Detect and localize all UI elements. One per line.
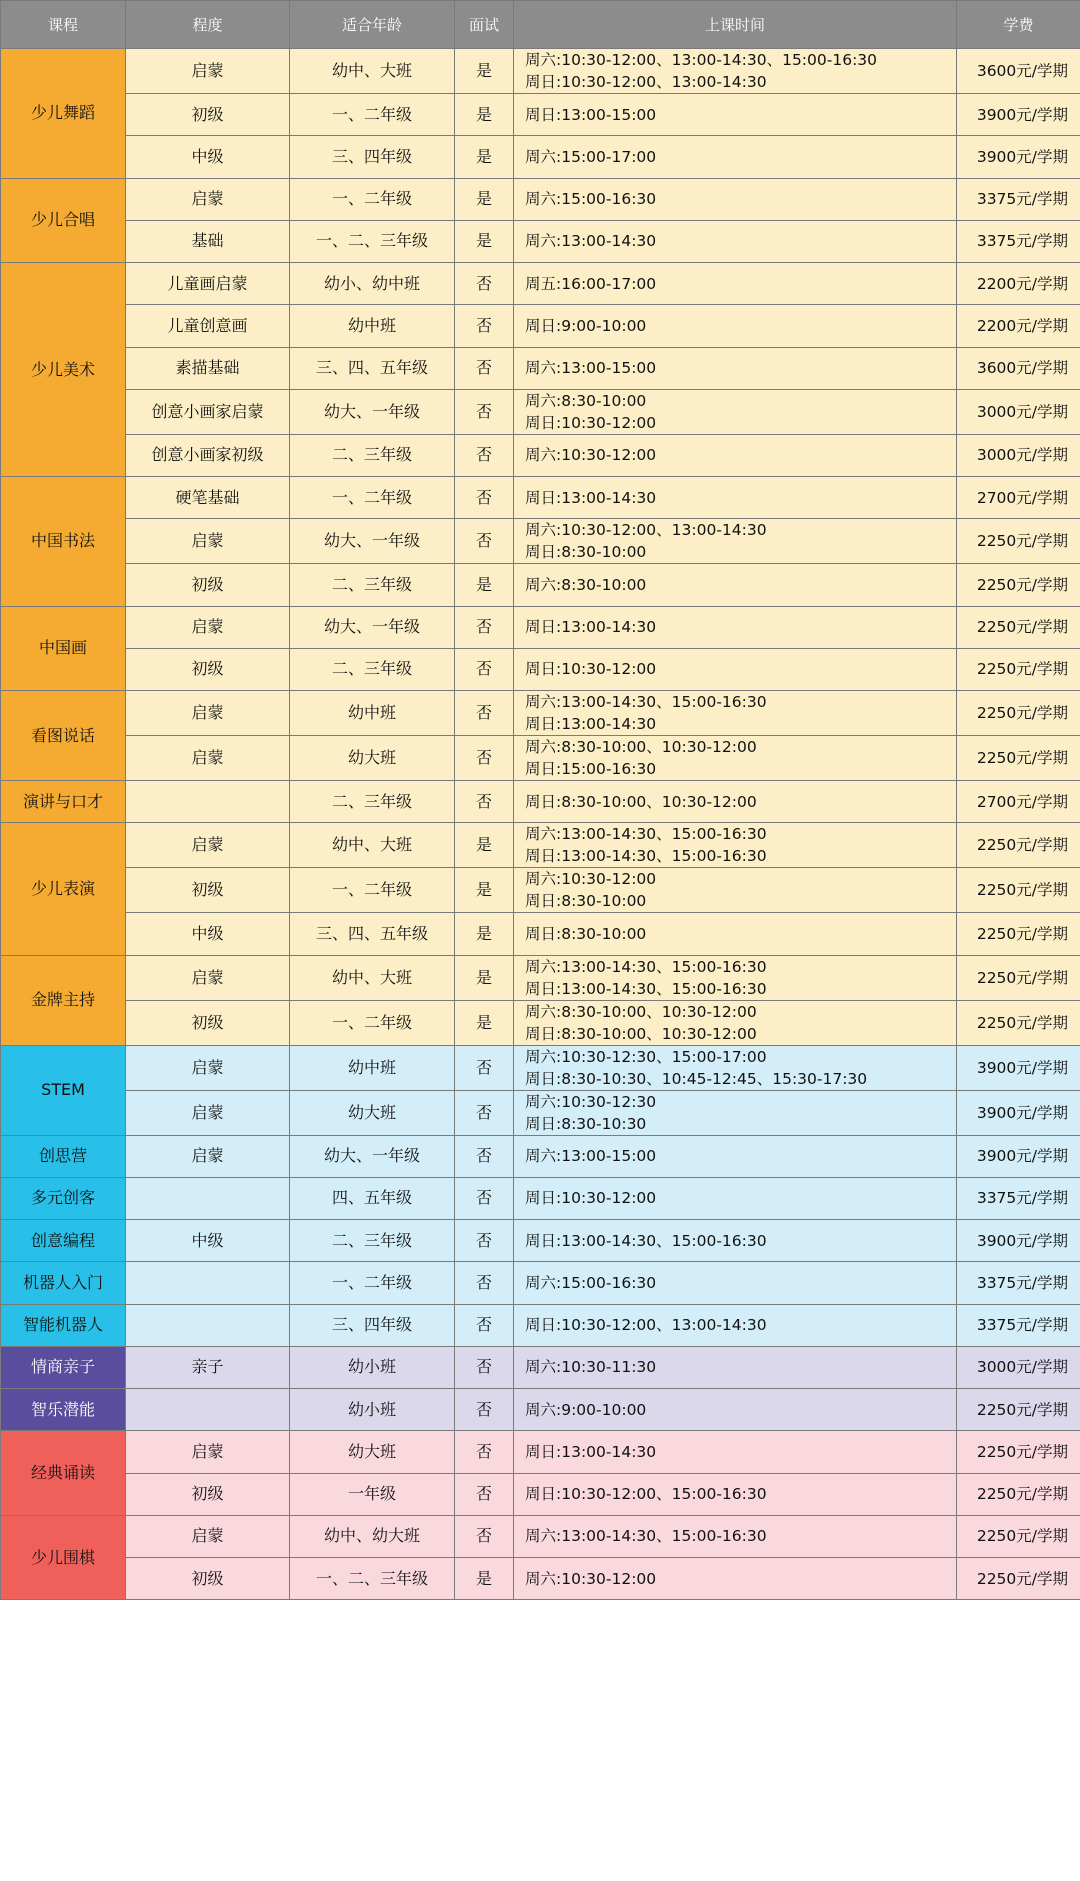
age-cell: 幼中、大班 [290,955,455,1000]
course-name-cell: 金牌主持 [1,955,126,1045]
course-name-cell: 演讲与口才 [1,781,126,823]
interview-cell: 是 [455,178,514,220]
time-line: 周六:8:30-10:00 [525,575,647,594]
table-row [1,1304,1080,1346]
fee-cell: 2250元/学期 [957,823,1080,868]
time-line: 周六:15:00-16:30 [525,190,657,209]
fee-cell: 3000元/学期 [957,389,1080,434]
time-line: 周日:15:00-16:30 [525,760,657,778]
time-cell [514,94,957,136]
header-row [1,1,1080,49]
table-row [1,434,1080,476]
interview-cell: 否 [455,1304,514,1346]
course-name-cell: 少儿舞蹈 [1,49,126,179]
course-name-cell: 创意编程 [1,1220,126,1262]
age-cell: 三、四、五年级 [290,913,455,955]
time-cell [514,648,957,690]
interview-cell: 否 [455,477,514,519]
table-row [1,1346,1080,1388]
time-cell [514,49,957,94]
table-row [1,477,1080,519]
time-line: 周日:8:30-10:30、10:45-12:45、15:30-17:30 [525,1069,868,1088]
time-line: 周日:10:30-12:00、13:00-14:30 [525,73,767,91]
interview-cell: 否 [455,606,514,648]
interview-cell: 否 [455,1045,514,1090]
level-cell: 初级 [126,648,290,690]
interview-cell: 否 [455,1346,514,1388]
age-cell: 幼大班 [290,736,455,781]
table-row [1,94,1080,136]
fee-cell: 2250元/学期 [957,1389,1080,1431]
time-line: 周日:13:00-14:30 [525,1442,657,1461]
fee-cell: 2250元/学期 [957,1000,1080,1045]
table-row [1,1473,1080,1515]
fee-cell: 3900元/学期 [957,1135,1080,1177]
course-name-cell: 少儿合唱 [1,178,126,263]
table-body [1,49,1080,1600]
fee-cell: 2250元/学期 [957,1473,1080,1515]
level-cell: 启蒙 [126,1090,290,1135]
age-cell: 三、四年级 [290,1304,455,1346]
age-cell: 四、五年级 [290,1177,455,1219]
level-cell: 初级 [126,1558,290,1600]
time-line: 周六:10:30-12:00 [525,870,657,889]
age-cell: 幼大、一年级 [290,1135,455,1177]
level-cell: 启蒙 [126,691,290,736]
interview-cell: 否 [455,781,514,823]
interview-cell: 否 [455,519,514,564]
header-level: 程度 [126,1,290,49]
time-cell [514,691,957,736]
table-row [1,564,1080,606]
fee-cell: 3375元/学期 [957,1304,1080,1346]
time-line: 周日:8:30-10:00 [525,892,647,911]
interview-cell: 是 [455,94,514,136]
fee-cell: 3900元/学期 [957,1220,1080,1262]
fee-cell: 3600元/学期 [957,347,1080,389]
time-line: 周六:8:30-10:00、10:30-12:00 [525,738,757,756]
fee-cell: 3375元/学期 [957,178,1080,220]
age-cell: 一、二年级 [290,868,455,913]
time-line: 周日:8:30-10:00 [525,924,647,943]
level-cell: 初级 [126,94,290,136]
fee-cell: 2200元/学期 [957,263,1080,305]
age-cell: 幼小班 [290,1389,455,1431]
age-cell: 幼大、一年级 [290,606,455,648]
time-line: 周六:8:30-10:00、10:30-12:00 [525,1002,757,1021]
age-cell: 一、二、三年级 [290,220,455,262]
course-name-cell: 机器人入门 [1,1262,126,1304]
course-name-cell: 智乐潜能 [1,1389,126,1431]
level-cell [126,1304,290,1346]
table-row [1,1515,1080,1557]
age-cell: 三、四年级 [290,136,455,178]
table-row [1,736,1080,781]
time-cell [514,220,957,262]
time-line: 周日:10:30-12:00 [525,413,657,432]
level-cell: 中级 [126,136,290,178]
table-row [1,1262,1080,1304]
fee-cell: 3600元/学期 [957,49,1080,94]
table-row [1,1135,1080,1177]
time-cell [514,519,957,564]
table-row [1,305,1080,347]
level-cell: 创意小画家启蒙 [126,389,290,434]
age-cell: 一、二年级 [290,1000,455,1045]
table-row [1,220,1080,262]
time-cell [514,781,957,823]
level-cell: 启蒙 [126,955,290,1000]
age-cell: 幼中班 [290,305,455,347]
level-cell [126,781,290,823]
age-cell: 幼大、一年级 [290,389,455,434]
time-line: 周日:13:00-14:30 [525,715,657,733]
interview-cell: 是 [455,955,514,1000]
level-cell: 初级 [126,1473,290,1515]
interview-cell: 否 [455,305,514,347]
time-line: 周六:13:00-14:30、15:00-16:30 [525,957,767,976]
interview-cell: 是 [455,868,514,913]
time-cell [514,136,957,178]
level-cell: 启蒙 [126,736,290,781]
age-cell: 一、二年级 [290,94,455,136]
table-row [1,49,1080,94]
fee-cell: 2700元/学期 [957,477,1080,519]
time-cell [514,1389,957,1431]
table-row [1,389,1080,434]
age-cell: 幼大、一年级 [290,519,455,564]
time-cell [514,1346,957,1388]
time-cell [514,564,957,606]
time-line: 周日:13:00-14:30、15:00-16:30 [525,979,767,998]
level-cell [126,1177,290,1219]
level-cell: 素描基础 [126,347,290,389]
time-line: 周六:10:30-12:00 [525,1569,657,1588]
level-cell: 启蒙 [126,1045,290,1090]
time-line: 周六:10:30-12:30 [525,1092,657,1111]
time-cell [514,1135,957,1177]
age-cell: 幼中班 [290,691,455,736]
time-line: 周日:13:00-15:00 [525,105,657,124]
age-cell: 二、三年级 [290,434,455,476]
interview-cell: 否 [455,691,514,736]
level-cell: 初级 [126,868,290,913]
table-row [1,648,1080,690]
fee-cell: 3375元/学期 [957,1177,1080,1219]
level-cell: 启蒙 [126,823,290,868]
course-name-cell: 少儿围棋 [1,1515,126,1600]
fee-cell: 3900元/学期 [957,94,1080,136]
time-line: 周六:10:30-12:00 [525,446,657,465]
course-name-cell: 中国画 [1,606,126,691]
level-cell: 启蒙 [126,519,290,564]
time-line: 周六:15:00-16:30 [525,1273,657,1292]
course-name-cell: 多元创客 [1,1177,126,1219]
time-line: 周六:10:30-12:00、13:00-14:30 [525,521,767,540]
interview-cell: 否 [455,1515,514,1557]
time-cell [514,389,957,434]
time-line: 周五:16:00-17:00 [525,274,657,293]
time-cell [514,1473,957,1515]
age-cell: 二、三年级 [290,564,455,606]
header-age: 适合年龄 [290,1,455,49]
course-name-cell: 少儿表演 [1,823,126,955]
table-row [1,1431,1080,1473]
time-cell [514,1000,957,1045]
interview-cell: 是 [455,913,514,955]
course-name-cell: 智能机器人 [1,1304,126,1346]
interview-cell: 否 [455,1389,514,1431]
level-cell: 创意小画家初级 [126,434,290,476]
time-cell [514,823,957,868]
table-row [1,178,1080,220]
time-cell [514,1090,957,1135]
fee-cell: 3900元/学期 [957,1045,1080,1090]
time-line: 周日:13:00-14:30、15:00-16:30 [525,1231,767,1250]
interview-cell: 是 [455,49,514,94]
time-cell [514,1431,957,1473]
course-name-cell: 看图说话 [1,691,126,781]
level-cell [126,1262,290,1304]
level-cell: 初级 [126,1000,290,1045]
table-row [1,1177,1080,1219]
level-cell: 基础 [126,220,290,262]
time-line: 周六:13:00-14:30、15:00-16:30 [525,1527,767,1546]
time-cell [514,477,957,519]
fee-cell: 2250元/学期 [957,868,1080,913]
level-cell: 亲子 [126,1346,290,1388]
interview-cell: 否 [455,736,514,781]
interview-cell: 否 [455,263,514,305]
fee-cell: 2250元/学期 [957,648,1080,690]
interview-cell: 否 [455,1262,514,1304]
fee-cell: 3900元/学期 [957,136,1080,178]
fee-cell: 2200元/学期 [957,305,1080,347]
table-row [1,263,1080,305]
fee-cell: 2250元/学期 [957,913,1080,955]
time-cell [514,263,957,305]
time-line: 周六:10:30-12:00、13:00-14:30、15:00-16:30 [525,51,878,69]
time-line: 周日:13:00-14:30、15:00-16:30 [525,847,767,866]
time-cell [514,955,957,1000]
age-cell: 三、四、五年级 [290,347,455,389]
age-cell: 幼大班 [290,1090,455,1135]
level-cell: 启蒙 [126,1515,290,1557]
age-cell: 幼小班 [290,1346,455,1388]
time-cell [514,1304,957,1346]
time-line: 周日:8:30-10:30 [525,1114,647,1133]
fee-cell: 3000元/学期 [957,1346,1080,1388]
age-cell: 一、二年级 [290,178,455,220]
fee-cell: 3900元/学期 [957,1090,1080,1135]
table-row [1,1045,1080,1090]
level-cell: 启蒙 [126,1135,290,1177]
level-cell: 初级 [126,564,290,606]
time-line: 周六:13:00-15:00 [525,359,657,378]
fee-cell: 3375元/学期 [957,220,1080,262]
interview-cell: 是 [455,136,514,178]
interview-cell: 否 [455,1473,514,1515]
interview-cell: 是 [455,1558,514,1600]
age-cell: 一、二年级 [290,477,455,519]
header-fee: 学费 [957,1,1080,49]
time-line: 周六:13:00-14:30、15:00-16:30 [525,693,767,711]
time-line: 周日:8:30-10:00、10:30-12:00 [525,792,757,811]
interview-cell: 否 [455,1431,514,1473]
time-cell [514,736,957,781]
age-cell: 二、三年级 [290,781,455,823]
table-row [1,136,1080,178]
time-line: 周六:9:00-10:00 [525,1400,647,1419]
course-name-cell: 情商亲子 [1,1346,126,1388]
interview-cell: 否 [455,347,514,389]
fee-cell: 3000元/学期 [957,434,1080,476]
table-row [1,1389,1080,1431]
age-cell: 幼大班 [290,1431,455,1473]
level-cell: 启蒙 [126,1431,290,1473]
time-cell [514,178,957,220]
age-cell: 一年级 [290,1473,455,1515]
fee-cell: 2250元/学期 [957,955,1080,1000]
time-line: 周六:13:00-15:00 [525,1147,657,1166]
table-row [1,823,1080,868]
header-course: 课程 [1,1,126,49]
age-cell: 幼中班 [290,1045,455,1090]
table-row [1,1220,1080,1262]
level-cell: 启蒙 [126,49,290,94]
interview-cell: 否 [455,1135,514,1177]
fee-cell: 2250元/学期 [957,1431,1080,1473]
time-cell [514,1045,957,1090]
time-cell [514,868,957,913]
time-line: 周日:9:00-10:00 [525,316,647,335]
table-row [1,1000,1080,1045]
fee-cell: 2250元/学期 [957,519,1080,564]
age-cell: 幼中、幼大班 [290,1515,455,1557]
fee-cell: 2250元/学期 [957,606,1080,648]
table-row [1,955,1080,1000]
interview-cell: 是 [455,564,514,606]
time-line: 周日:8:30-10:00 [525,543,647,562]
level-cell: 启蒙 [126,178,290,220]
table-row [1,868,1080,913]
table-row [1,606,1080,648]
table-row [1,781,1080,823]
time-line: 周六:13:00-14:30、15:00-16:30 [525,825,767,844]
age-cell: 一、二年级 [290,1262,455,1304]
time-cell [514,606,957,648]
course-name-cell: 创思营 [1,1135,126,1177]
age-cell: 幼中、大班 [290,823,455,868]
level-cell [126,1389,290,1431]
time-line: 周日:10:30-12:00 [525,1189,657,1208]
interview-cell: 否 [455,648,514,690]
time-line: 周六:10:30-12:30、15:00-17:00 [525,1047,767,1066]
course-name-cell: STEM [1,1045,126,1135]
time-line: 周日:10:30-12:00、15:00-16:30 [525,1485,767,1504]
course-name-cell: 少儿美术 [1,263,126,477]
time-cell [514,1515,957,1557]
level-cell: 儿童创意画 [126,305,290,347]
time-line: 周日:13:00-14:30 [525,488,657,507]
age-cell: 幼中、大班 [290,49,455,94]
table-row [1,347,1080,389]
time-line: 周六:15:00-17:00 [525,147,657,166]
interview-cell: 是 [455,823,514,868]
time-line: 周日:8:30-10:00、10:30-12:00 [525,1024,757,1043]
time-line: 周六:13:00-14:30 [525,232,657,251]
interview-cell: 否 [455,1220,514,1262]
table-row [1,691,1080,736]
time-cell [514,347,957,389]
header-time: 上课时间 [514,1,957,49]
age-cell: 二、三年级 [290,1220,455,1262]
header-interview: 面试 [455,1,514,49]
course-name-cell: 中国书法 [1,477,126,607]
time-cell [514,1220,957,1262]
table-header [1,1,1080,49]
time-line: 周六:10:30-11:30 [525,1358,657,1377]
fee-cell: 2700元/学期 [957,781,1080,823]
time-cell [514,913,957,955]
age-cell: 幼小、幼中班 [290,263,455,305]
table-row [1,519,1080,564]
time-line: 周日:10:30-12:00 [525,660,657,679]
age-cell: 一、二、三年级 [290,1558,455,1600]
interview-cell: 是 [455,220,514,262]
level-cell: 硬笔基础 [126,477,290,519]
fee-cell: 2250元/学期 [957,1515,1080,1557]
course-name-cell: 经典诵读 [1,1431,126,1516]
time-cell [514,1558,957,1600]
interview-cell: 否 [455,1177,514,1219]
fee-cell: 3375元/学期 [957,1262,1080,1304]
level-cell: 中级 [126,1220,290,1262]
time-cell [514,434,957,476]
time-cell [514,1262,957,1304]
table-row [1,1090,1080,1135]
time-cell [514,1177,957,1219]
interview-cell: 否 [455,434,514,476]
time-line: 周六:8:30-10:00 [525,391,647,410]
level-cell: 儿童画启蒙 [126,263,290,305]
level-cell: 启蒙 [126,606,290,648]
time-cell [514,305,957,347]
time-line: 周日:10:30-12:00、13:00-14:30 [525,1316,767,1335]
interview-cell: 否 [455,1090,514,1135]
interview-cell: 是 [455,1000,514,1045]
time-line: 周日:13:00-14:30 [525,618,657,637]
interview-cell: 否 [455,389,514,434]
table-row [1,913,1080,955]
fee-cell: 2250元/学期 [957,691,1080,736]
fee-cell: 2250元/学期 [957,736,1080,781]
fee-cell: 2250元/学期 [957,564,1080,606]
fee-cell: 2250元/学期 [957,1558,1080,1600]
age-cell: 二、三年级 [290,648,455,690]
table-row [1,1558,1080,1600]
level-cell: 中级 [126,913,290,955]
